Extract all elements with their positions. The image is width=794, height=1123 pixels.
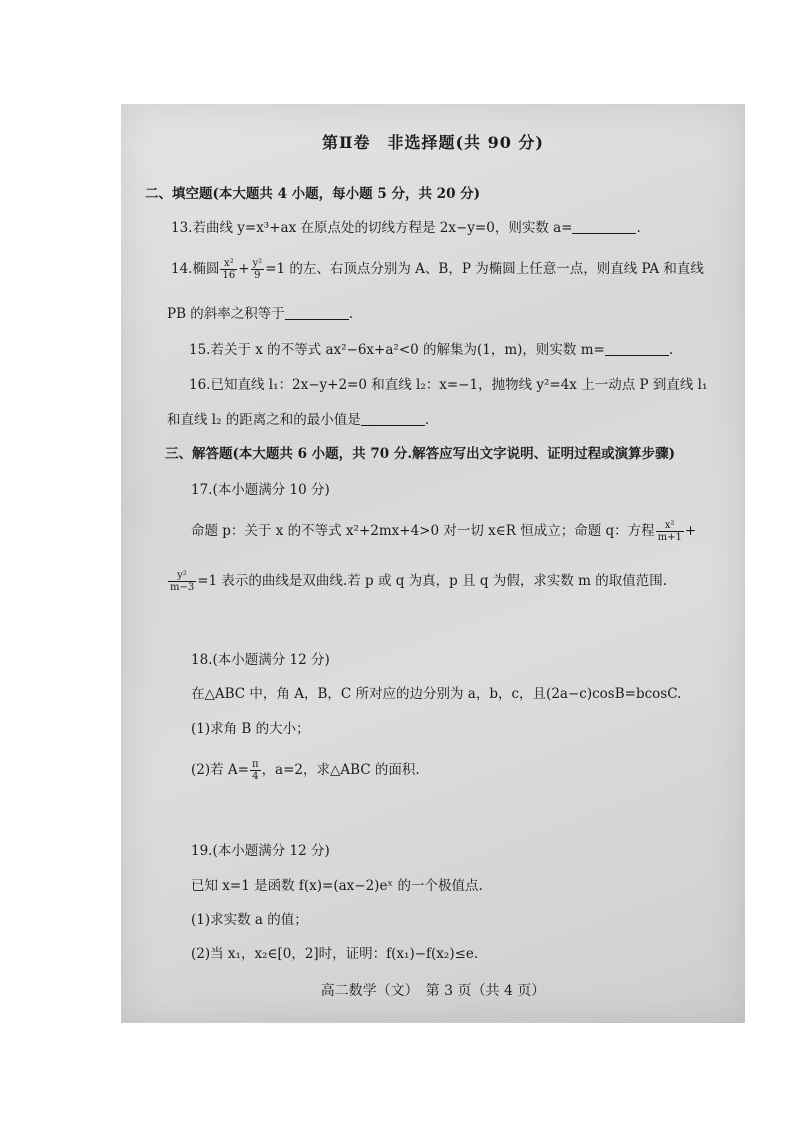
q17-line1-prefix: 命题 p：关于 x 的不等式 x²+2mx+4>0 对一切 x∈R 恒成立；命题 q：方程 <box>191 523 655 539</box>
section3-header: 三、解答题(本大题共 6 小题，共 70 分.解答应写出文字说明、证明过程或演算步骤) <box>165 446 675 462</box>
q13-answer-blank <box>572 219 636 234</box>
q19-part2: (2)当 x₁，x₂∈[0，2]时，证明：f(x₁)−f(x₂)≤e. <box>191 946 479 962</box>
q15-answer-blank <box>605 341 669 356</box>
q14-answer-blank <box>285 305 349 320</box>
q18-part2-suffix: ，a=2，求△ABC 的面积. <box>261 762 420 778</box>
q14-fraction-x: $\frac{\text{x²}}{16}$ <box>222 258 236 281</box>
q13-end: . <box>636 220 641 236</box>
q19-part1: (1)求实数 a 的值； <box>191 912 308 928</box>
q13-text: 13.若曲线 y=x³+ax 在原点处的切线方程是 2x−y=0，则实数 a= <box>171 220 573 236</box>
page-footer: 高二数学（文） 第 3 页（共 4 页） <box>320 983 546 999</box>
q15-text: 15.若关于 x 的不等式 ax²−6x+a²<0 的解集为(1，m)，则实数 m= <box>189 342 605 358</box>
section2-header: 二、填空题(本大题共 4 小题，每小题 5 分，共 20 分) <box>145 186 481 202</box>
question-14-line2 <box>167 304 353 324</box>
q15-end: . <box>668 342 674 358</box>
q17-head: 17.(本小题满分 10 分) <box>191 482 330 498</box>
q18-line1: 在△ABC 中，角 A，B，C 所对应的边分别为 a，b，c，且(2a−c)cosB=bcosC. <box>191 686 682 702</box>
question-13 <box>171 218 641 238</box>
q17-line1 <box>191 520 696 543</box>
q17-plus: + <box>684 523 697 539</box>
q17-line2 <box>167 570 667 593</box>
q14-prefix: 14.椭圆 <box>171 261 220 277</box>
q16-end: . <box>424 412 430 428</box>
q17-fraction-y: $\frac{\text{y²}}{m-3}$ <box>170 570 195 593</box>
q16-line2: 和直线 l₂ 的距离之和的最小值是 <box>167 412 361 428</box>
q14-plus: + <box>238 261 250 277</box>
question-16-line1: 16.已知直线 l₁：2x−y+2=0 和直线 l₂：x=−1，抛物线 y²=4x 上一动点 P 到直线 l₁ <box>189 377 708 393</box>
q14-fraction-y: $\frac{\text{y²}}{9}$ <box>252 258 263 281</box>
q18-part1: (1)求角 B 的大小； <box>191 721 310 737</box>
q18-head: 18.(本小题满分 12 分) <box>191 652 330 668</box>
q18-fraction-pi: $\frac{\pi}{4}$ <box>251 759 259 782</box>
question-15 <box>189 340 673 360</box>
q14-line2: PB 的斜率之积等于 <box>167 306 285 322</box>
q14-end: . <box>348 306 354 322</box>
exam-paper <box>121 104 745 1023</box>
q17-line2-suffix: =1 表示的曲线是双曲线.若 p 或 q 为真，p 且 q 为假，求实数 m 的取值范围. <box>197 573 667 589</box>
q17-fraction-x: $\frac{\text{x²}}{m+1}$ <box>657 520 682 543</box>
q18-part2-prefix: (2)若 A= <box>191 762 249 778</box>
q14-suffix: =1 的左、右顶点分别为 A、B，P 为椭圆上任意一点，则直线 PA 和直线 <box>265 261 704 277</box>
question-14 <box>171 258 704 281</box>
q18-part2 <box>191 759 420 782</box>
q19-line1: 已知 x=1 是函数 f(x)=(ax−2)eˣ 的一个极值点. <box>191 878 483 894</box>
q16-answer-blank <box>361 411 425 426</box>
q19-head: 19.(本小题满分 12 分) <box>191 843 330 859</box>
page-title: 第Ⅱ卷 非选择题(共 90 分) <box>321 133 545 152</box>
question-16-line2 <box>167 410 429 430</box>
